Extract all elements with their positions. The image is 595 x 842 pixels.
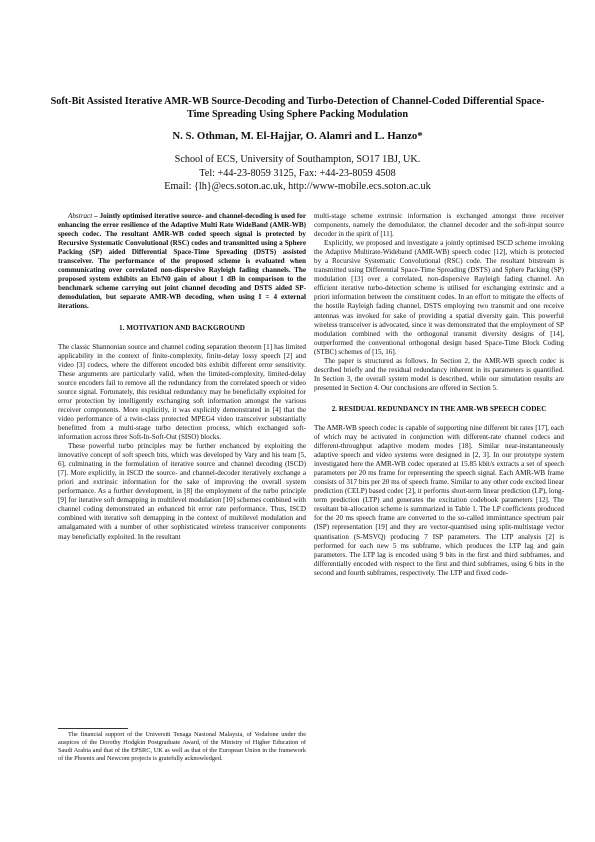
section-1-paragraph-5: The paper is structured as follows. In Section 2, the AMR-WB speech codec is described briefly and the residual redundancy inherent in its parameters is quantified. In Section 3, the overall system model is described, while our simulation results are presented in Section 4. Our conclusions are offered in Section 5. (314, 356, 564, 392)
author-affiliation-block (40, 153, 555, 194)
footnote-text: The financial support of the Universiti Tenaga Nasional Malaysia, of Vodafone under the auspices of the Dorothy Hodgkin Postgraduate Award, of the Ministry of Higher Education of Saudi Arabia and that of the EPSRC, UK as well as that of the European Union in the framework of the Phoenix and Newcom projects is gratefully acknowledged. (58, 731, 306, 763)
abstract-label: Abstract (68, 212, 93, 220)
abstract-text: – Jointly optimised iterative source- and channel-decoding is used for enhancing the error resilience of the Adaptive Multi Rate WideBand (AMR-WB) speech codec. The resultant AMR-WB coded speech signal is protected by Recursive Systematic Convolutional (RSC) codes and transmitted using a Sphere Packing (SP) aided Differential Space-Time Spreading (DSTS) assisted transceiver. The performance of the proposed scheme is evaluated when communicating over correlated non-dispersive Rayleigh fading channels. The proposed system exhibits an Eb/N0 gain of about 1 dB in comparison to the benchmark scheme carrying out joint channel decoding and DSTS aided SP-demodulation, but separate AMR-WB decoding, when using I = 4 external iterations. (58, 212, 306, 311)
section-2-paragraph-1: The AMR-WB speech codec is capable of supporting nine different bit rates [17], each of which may be activated in conjunction with different-rate channel codecs and different-throughput adaptive modem modes [18]. Similar near-instantaneously adaptive speech and video systems were designed in [2, 3]. In our prototype system investigated here the AMR-WB codec operated at 15.85 kbit/s extracts a set of speech parameters per 20 ms frame for representing the speech signal. Each AMR-WB frame consists of 317 bits per 20 ms of speech frame. Similar to any other code excited linear prediction (CELP) based codec [2], it performs short-term linear prediction (LP), long-term prediction (LTP) and generates the excitation codebook parameters [12]. The resultant bit-allocation scheme is summarized in Table 1. The LP coefficients produced for the 20 ms speech frame are converted to the so-called imminttance spectrum pair (ISP) representation [19] and they are vector-quantised using split-multistage vector quantisation (S-MSVQ) producing 7 ISP parameters. The LTP analysis [2] is performed for each new 5 ms subframe, which produces the LTP lag and gain parameters. The LTP lag is encoded using 9 bits in the first and third subframes, and differentially encoded with respect to the first and third subframes, using 6 bits in the second and fourth subframes, respectively. The LTP and fixed code- (314, 423, 564, 577)
section-1-paragraph-1: The classic Shannonian source and channel coding separation theorem [1] has limited applicability in the context of finite-complexity, finite-delay lossy speech [2] and video [3] codecs, where the different encoded bits exhibit different error sensitivity. These arguments are particularly valid, when the limited-complexity, limited-delay source encoders fail to remove all the redundancy from the correlated speech or video source signal. Fortunately, this residual redundancy may be beneficially exploited for error protection by intelligently exchanging soft information amongst the various receiver components. More explicitly, it was explicitly demonstrated in [4] that the video performance of a twin-class protected MPEG4 video transceiver substantially benefitted from a multi-stage turbo detection process, which exchanged soft-information across three Soft-In-Soft-Out (SISO) blocks. (58, 342, 306, 441)
left-column (58, 212, 306, 542)
right-column (314, 212, 564, 578)
footnote (58, 731, 306, 763)
section-1-heading: 1. MOTIVATION AND BACKGROUND (119, 323, 245, 332)
email-web-line: Email: {lh}@ecs.soton.ac.uk, http://www-mobile.ecs.soton.ac.uk (164, 181, 431, 192)
section-2-heading: 2. RESIDUAL REDUNDANCY IN THE AMR-WB SPEECH CODEC (331, 404, 547, 413)
section-1-paragraph-4: Explicitly, we proposed and investigate a jointly optimised ISCD scheme invoking the Adaptive Multirate-Wideband (AMR-WB) speech codec [12], which is protected by a Recursive Systematic Convolutional (RSC) code. The resultant bitstream is transmitted using Differential Space-Time Spreading (DSTS) and Sphere Packing (SP) modulation [13] over a correlated, non-dispersive Rayleigh fading channel. An efficient iterative turbo-detection scheme is utilised for exchanging extrinsic and a priori information between the constituent codes. In an effort to mitigate the effects of the hostile Rayleigh fading channel, DSTS employing two transmit and one receive antennas was invoked for sake of providing a spatial diversity gain. This powerful wireless transceiver is advocated, since it was demonstrated that the employment of SP modulation combined with the orthogonal transmit diversity designs of [14], outperformed the conventional orthogonal design based Space-Time Block Coding (STBC) schemes of [15, 16]. (314, 239, 564, 356)
paper-authors: N. S. Othman, M. El-Hajjar, O. Alamri and L. Hanzo* (172, 130, 423, 142)
section-1-paragraph-2: These powerful turbo principles may be further enchanced by exploiting the innovative concept of soft speech bits, which was developed by Vary and his team [5, 6], culminating in the formulation of iterative source and channel decoding (ISCD) [7]. More explicitly, in ISCD the source- and channel-decoder iteratively exchange a priori and extrinsic information for the sake of improving the overall system performance. As a further development, in [8] the employment of the turbo principle [9] for iterative soft demapping in multilevel modulation [10] schemes combined with channel coding demonstrated an enhanced bit error rate performance. Thus, ISCD combined with iterative soft demapping in the context of multilevel modulation and amalgamated with a number of other sophisticated wireless transceiver components may beneficially exploited. In the resultant (58, 442, 306, 541)
phone-fax-line: Tel: +44-23-8059 3125, Fax: +44-23-8059 4508 (199, 167, 396, 179)
section-1-paragraph-3: multi-stage scheme extrinsic information is exchanged amongst three receiver components, namely the demodulator, the channel decoder and the soft-input source decoder in the spirit of [11]. (314, 212, 564, 239)
abstract (58, 212, 306, 312)
footnote-rule (58, 728, 128, 729)
affiliation-line: School of ECS, University of Southampton, SO17 1BJ, UK. (174, 154, 421, 165)
paper-title: Soft-Bit Assisted Iterative AMR-WB Source-Decoding and Turbo-Detection of Channel-Coded Differential Space-Time Spreading Using Sphere Packing Modulation (50, 96, 545, 120)
